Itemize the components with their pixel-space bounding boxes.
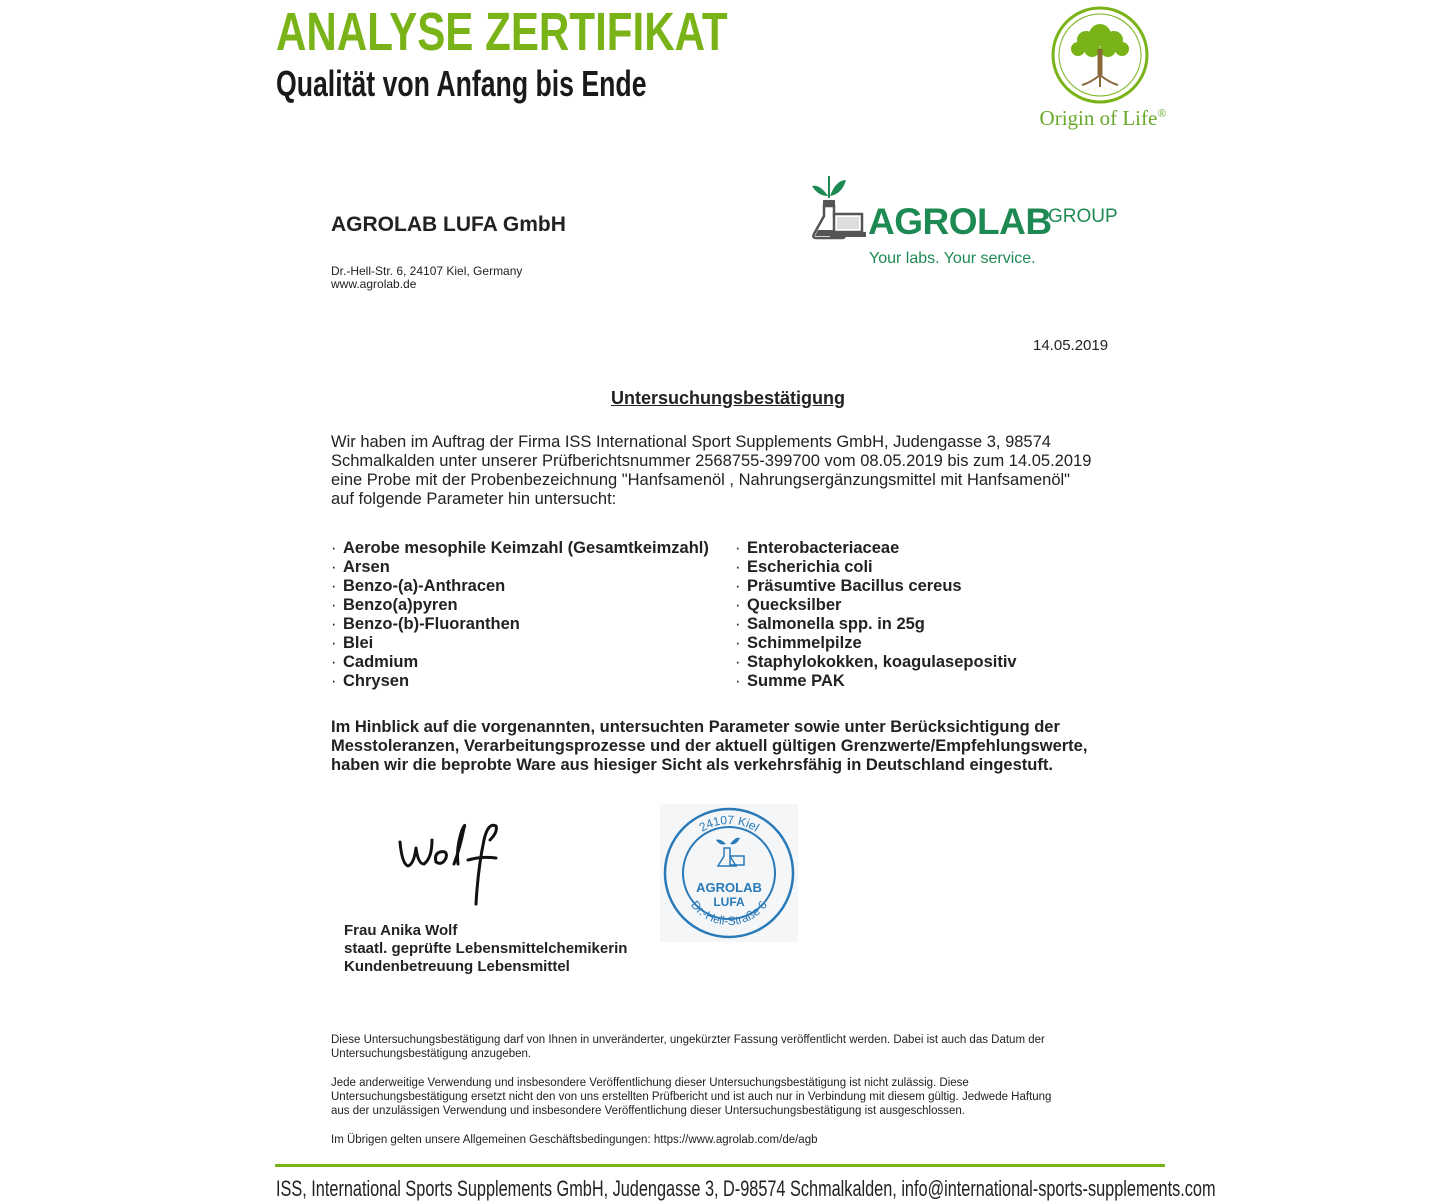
conclusion-paragraph — [331, 718, 1087, 775]
agrolab-group-label: GROUP — [1048, 206, 1118, 227]
list-item: · Schimmelpilze — [735, 634, 862, 652]
certificate-subtitle: Qualität von Anfang bis Ende — [276, 63, 647, 104]
intro-line: eine Probe mit der Probenbezeichnung "Hanfsamenöl , Nahrungsergänzungsmittel mit Hanfsamenöl" — [331, 471, 1071, 489]
certificate-title: ANALYSE ZERTIFIKAT — [276, 2, 728, 62]
list-item: · Enterobacteriaceae — [735, 539, 900, 557]
list-item: · Chrysen — [331, 672, 410, 690]
list-item: · Cadmium — [331, 653, 419, 671]
document-title: Untersuchungsbestätigung — [611, 388, 846, 408]
lab-stamp — [660, 804, 798, 942]
handwritten-signature — [392, 818, 504, 906]
origin-of-life-logo — [1050, 5, 1150, 105]
agrolab-tagline: Your labs. Your service. — [869, 250, 1036, 267]
signer-name: Frau Anika Wolf — [344, 922, 458, 939]
intro-line: Wir haben im Auftrag der Firma ISS International Sport Supplements GmbH, Judengasse 3, 98574 — [331, 433, 1051, 451]
signer-department: Kundenbetreuung Lebensmittel — [344, 958, 570, 975]
svg-text:AGROLAB: AGROLAB — [696, 880, 762, 895]
legal-notes: Diese Untersuchungsbestätigung darf von Ihnen in unveränderter, ungekürzter Fassung veröffentlicht werden. Dabei ist auch das Datum der Untersuchungsbestätigung anzugeben. Jede anderweitige Verwendung und insbesondere Veröffentlichung dieser Untersuchungsbestätigung ist nicht zulässig. Diese Untersuchungsbestätigung ersetzt nicht den von uns erstellten Prüfbericht und ist auch nur in Verbindung mit diesem gültig. Jedwede Haftung aus der unzulässigen Verwendung und insbesondere Veröffentlichung dieser Untersuchungsbestätigung ist ausgeschlossen. Im Übrigen gelten unsere Allgemeinen Geschäftsbedingungen: https://www.agrolab.com/de/agb — [331, 1034, 1052, 1146]
lab-address — [331, 265, 522, 291]
agrolab-flask-icon — [806, 166, 866, 242]
list-item: · Blei — [331, 634, 374, 652]
list-item: · Salmonella spp. in 25g — [735, 615, 925, 633]
list-item: · Escherichia coli — [735, 558, 873, 576]
svg-text:LUFA: LUFA — [713, 895, 745, 909]
origin-of-life-wordmark: Origin of Life® — [1039, 106, 1167, 130]
signer-qualification: staatl. geprüfte Lebensmittelchemikerin — [344, 940, 628, 957]
lab-address-street: Dr.-Hell-Str. 6, 24107 Kiel, Germany — [331, 264, 523, 278]
list-item: · Benzo(a)pyren — [331, 596, 458, 614]
intro-paragraph — [331, 433, 1131, 509]
list-item: · Benzo-(b)-Fluoranthen — [331, 615, 520, 633]
document-date: 14.05.2019 — [1033, 337, 1109, 354]
svg-text:Dr.-Hell-Straße 6: Dr.-Hell-Straße 6 — [688, 897, 770, 929]
signer-block — [344, 922, 627, 976]
list-item: · Staphylokokken, koagulasepositiv — [735, 653, 1017, 671]
footer-contact: ISS, International Sports Supplements GmbH, Judengasse 3, D-98574 Schmalkalden, info@international-sports-supplements.com — [276, 1176, 1216, 1201]
parameter-list-left — [331, 539, 709, 691]
conclusion-line: haben wir die beprobte Ware aus hiesiger Sicht als verkehrsfähig in Deutschland eingestuft. — [331, 756, 1053, 774]
list-item: · Quecksilber — [735, 596, 842, 614]
conclusion-line: Messtoleranzen, Verarbeitungsprozesse und der aktuell gültigen Grenzwerte/Empfehlungswerte, — [331, 737, 1088, 755]
lab-name: AGROLAB LUFA GmbH — [331, 213, 566, 236]
lab-website: www.agrolab.de — [331, 277, 417, 291]
conclusion-line: Im Hinblick auf die vorgenannten, untersuchten Parameter sowie unter Berücksichtigung der — [331, 718, 1060, 736]
list-item: · Präsumtive Bacillus cereus — [735, 577, 962, 595]
parameter-list-right — [735, 539, 1017, 691]
list-item: · Benzo-(a)-Anthracen — [331, 577, 506, 595]
svg-text:24107 Kiel: 24107 Kiel — [696, 812, 762, 835]
intro-line: Schmalkalden unter unserer Prüfberichtsnummer 2568755-399700 vom 08.05.2019 bis zum 14.05.2019 — [331, 452, 1092, 470]
list-item: · Arsen — [331, 558, 390, 576]
list-item: · Summe PAK — [735, 672, 845, 690]
footer-divider — [275, 1164, 1165, 1167]
agrolab-wordmark: AGROLAB — [868, 201, 1052, 242]
intro-line: auf folgende Parameter hin untersucht: — [331, 490, 617, 508]
list-item: · Aerobe mesophile Keimzahl (Gesamtkeimzahl) — [331, 539, 709, 557]
